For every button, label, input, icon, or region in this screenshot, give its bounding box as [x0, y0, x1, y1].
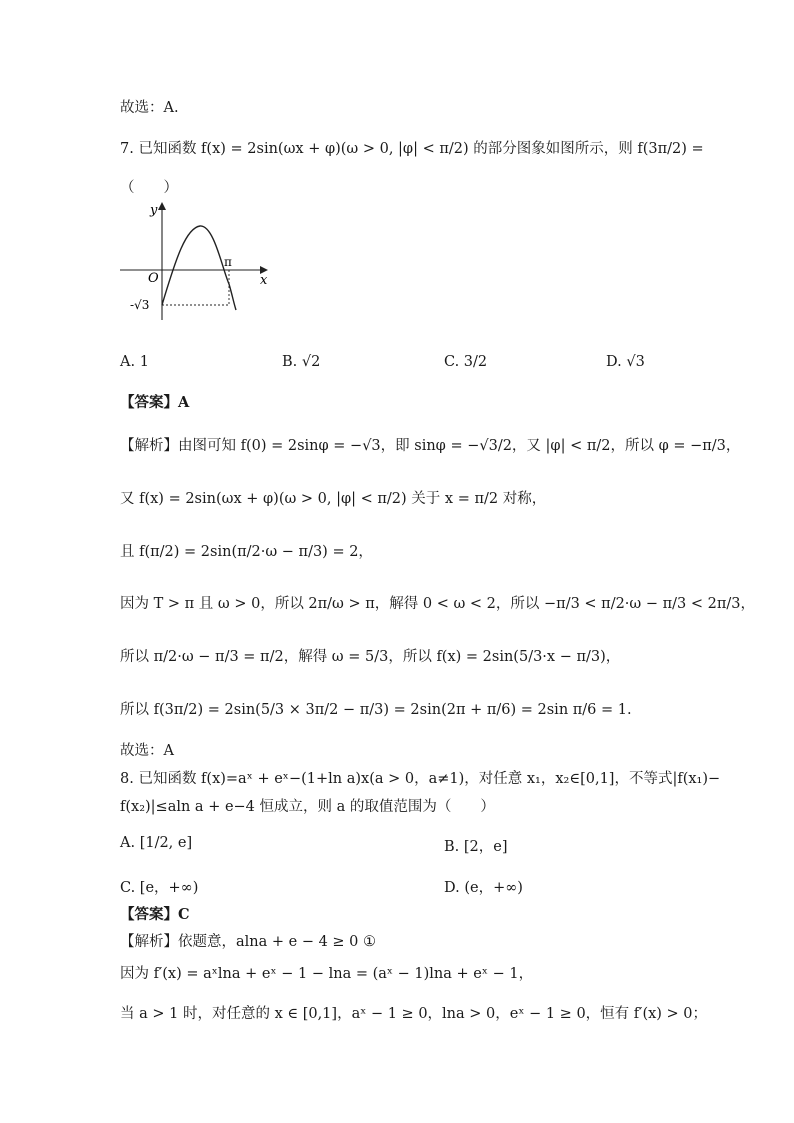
- q7-analysis-line-3: 且 f(π/2) = 2sin(π/2·ω − π/3) = 2，: [120, 544, 373, 560]
- q7-answer: 【答案】A: [120, 394, 190, 411]
- q8-option-b: B. [2，e]: [444, 839, 508, 855]
- q7-function-graph: [118, 198, 278, 326]
- q7-analysis-line-5: 所以 π/2·ω − π/3 = π/2，解得 ω = 5/3，所以 f(x) = 2sin(5/3·x − π/3)，: [120, 649, 621, 665]
- q8-answer: 【答案】C: [120, 906, 190, 923]
- q7-paren: （ ）: [120, 180, 178, 196]
- q7-option-c: C. 3/2: [444, 354, 488, 370]
- y-axis-label: y: [150, 203, 158, 218]
- q7-conclusion: 故选：A: [120, 743, 174, 759]
- q7-analysis-line-6: 所以 f(3π/2) = 2sin(5/3 × 3π/2 − π/3) = 2sin(2π + π/6) = 2sin π/6 = 1.: [120, 702, 632, 718]
- q7-stem: 7. 已知函数 f(x) = 2sin(ωx + φ)(ω > 0, |φ| < π/2) 的部分图象如图所示，则 f(3π/2) =: [120, 141, 704, 157]
- q8-option-a: A. [1/2, e]: [120, 835, 193, 851]
- q8-analysis-line-3: 当 a > 1 时，对任意的 x ∈ [0,1]，aˣ − 1 ≥ 0，lna > 0，eˣ − 1 ≥ 0，恒有 f′(x) > 0；: [120, 1006, 708, 1022]
- q7-option-d: D. √3: [606, 354, 645, 370]
- q8-analysis-line-1: 【解析】依题意，alna + e − 4 ≥ 0 ①: [120, 934, 377, 950]
- neg-sqrt3-tick-label: -√3: [130, 298, 150, 312]
- previous-answer-conclusion: 故选：A.: [120, 100, 179, 116]
- q7-option-a: A. 1: [120, 354, 149, 370]
- q8-option-c: C. [e，+∞): [120, 880, 199, 896]
- y-axis-arrow: [158, 202, 166, 210]
- q7-analysis-line-1: 【解析】由图可知 f(0) = 2sinφ = −√3，即 sinφ = −√3/2，又 |φ| < π/2，所以 φ = −π/3，: [120, 438, 741, 454]
- q8-option-d: D. (e，+∞): [444, 880, 523, 896]
- x-axis-label: x: [260, 273, 268, 288]
- q7-analysis-line-2: 又 f(x) = 2sin(ωx + φ)(ω > 0, |φ| < π/2) 关于 x = π/2 对称，: [120, 491, 547, 507]
- q7-analysis-line-4: 因为 T > π 且 ω > 0，所以 2π/ω > π，解得 0 < ω < 2，所以 −π/3 < π/2·ω − π/3 < 2π/3，: [120, 596, 755, 612]
- origin-label: O: [148, 271, 159, 286]
- q7-option-b: B. √2: [282, 354, 321, 370]
- q8-stem-line-2: f(x₂)|≤aln a + e−4 恒成立，则 a 的取值范围为（ ）: [120, 799, 495, 815]
- q8-stem-line-1: 8. 已知函数 f(x)=aˣ + eˣ−(1+ln a)x(a > 0，a≠1)，对任意 x₁，x₂∈[0,1]，不等式|f(x₁)−: [120, 771, 721, 787]
- q8-analysis-line-2: 因为 f′(x) = aˣlna + eˣ − 1 − lna = (aˣ − 1)lna + eˣ − 1，: [120, 966, 534, 982]
- pi-tick-label: π: [224, 255, 232, 269]
